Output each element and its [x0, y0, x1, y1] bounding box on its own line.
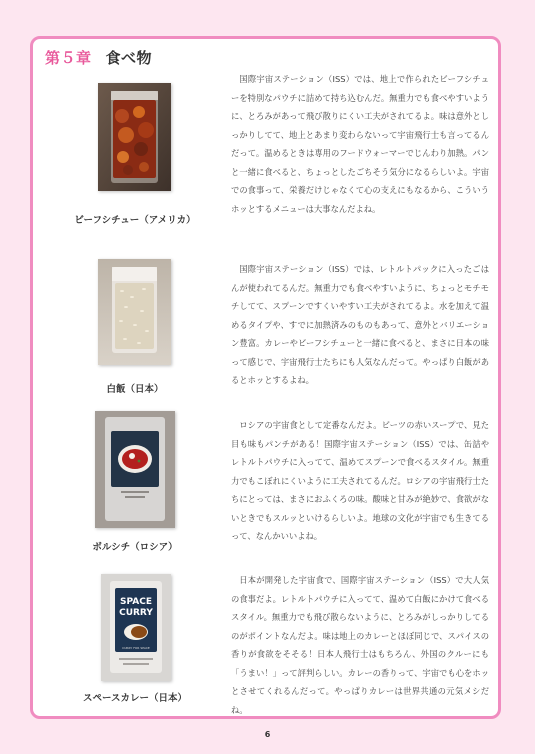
chapter-heading: [45, 47, 152, 68]
white-rice-caption: 白飯（日本）: [106, 384, 164, 395]
white-rice-description: 国際宇宙ステーション（ISS）では、レトルトパックに入ったごはんが使われてるんだ。無重力でも食べやすいように、ちょっとモチモチしてて、スプーンですくいやすい工夫がされてるよ。水を加えて温めるタイプや、すでに加熱済みのものもあって、意外とバリエーション豊富。カレーやビーフシチューと一緒に食べると、まさに日本の味って感じで、宇宙飛行士たちにも人気なんだって。やっぱり白飯があるとホッとするよね。: [231, 264, 489, 385]
borscht-caption: ボルシチ（ロシア）: [92, 542, 178, 553]
space-curry-description: 日本が開発した宇宙食で、国際宇宙ステーション（ISS）で大人気の食事だよ。レトルトパウチに入ってて、温めて白飯にかけて食べるスタイル。無重力でも飛び散らないように、とろみがしっかりしてるのがポイントなんだよ。味は地上のカレーとほぼ同じで、スパイスの香りが食欲をそそる！日本人飛行士はもちろん、外国のクルーにも「うまい！」って評判らしい。カレーの香りって、宇宙でも心をホッとさせてくれるんだって。やっぱりカレーは世界共通の元気メシだね。: [231, 575, 489, 715]
borscht-image: [95, 411, 175, 528]
space-curry-caption: スペースカレー（日本）: [82, 693, 188, 704]
package-line2: CURRY: [119, 608, 153, 618]
package-subtitle: CURRY FOR SPACE: [122, 646, 150, 650]
beef-stew-image: [98, 83, 171, 191]
chapter-number: 第５章: [45, 49, 92, 67]
space-curry-image: [101, 574, 171, 681]
beef-stew-description: 国際宇宙ステーション（ISS）では、地上で作られたビーフシチューを特別なパウチに詰めて持ち込むんだ。無重力でも食べやすいように、とろみがあって飛び散りにくい工夫がされてるよ。味は意外としっかりしてて、地上とあまり変わらないって宇宙飛行士も言ってるんだって。温めるときは専用のフードウォーマーでじんわり加熱。パンと一緒に食べると、ちょっとしたごちそう気分になるらしいよ。宇宙での食事って、栄養だけじゃなくて心の支えにもなるから、こういうホッとするメニューは大事なんだよね。: [231, 74, 489, 214]
chapter-topic: 食べ物: [105, 49, 153, 67]
white-rice-image: [98, 259, 171, 365]
beef-stew-caption: ビーフシチュー（アメリカ）: [74, 215, 196, 226]
page-number: 6: [264, 730, 271, 739]
borscht-description: ロシアの宇宙食として定番なんだよ。ビーツの赤いスープで、見た目も味もパンチがある！国際宇宙ステーション（ISS）では、缶詰やレトルトパウチに入ってて、温めてスプーンで食べるスタイル。無重力でもこぼれにくいように工夫されてるんだ。ロシアの宇宙飛行士たちにとっては、まさにおふくろの味。酸味と甘みが絶妙で、食欲がないときでもスルッといけるらしいよ。地球の文化が宇宙でも生きてるって、なんかいいよね。: [231, 420, 489, 541]
package-line1: SPACE: [120, 597, 152, 607]
